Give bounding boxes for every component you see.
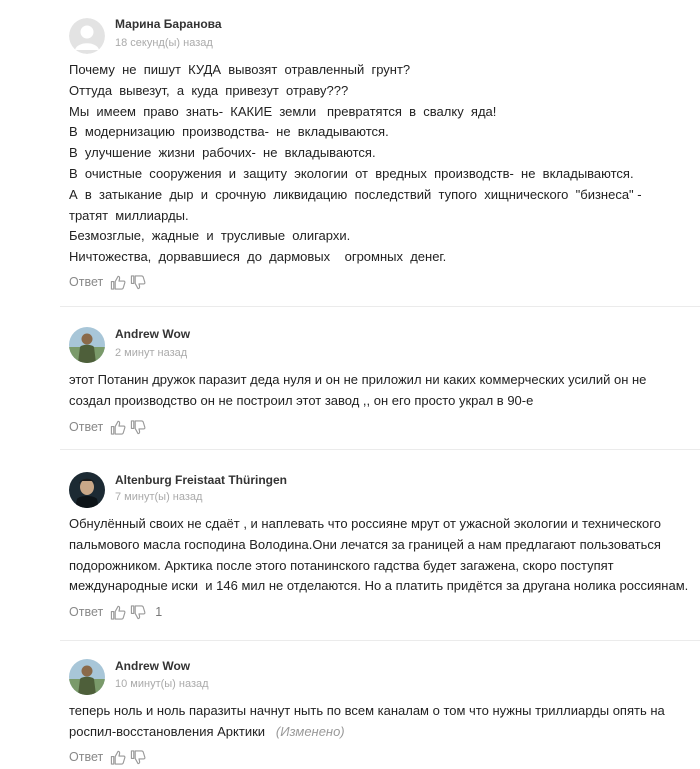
comment — [0, 307, 700, 449]
default-user-icon — [69, 18, 105, 54]
comment-line: теперь ноль и ноль паразиты начнут ныть по всем каналам о том что нужны триллиарды опять на — [69, 703, 665, 718]
comment-actions — [69, 273, 155, 291]
avatar[interactable] — [69, 327, 105, 363]
thumbs-down-icon[interactable] — [130, 274, 147, 291]
comment-line: Оттуда вывезут, а куда привезут отраву??? — [69, 82, 349, 98]
thumbs-up-icon[interactable] — [110, 749, 127, 766]
comment-author[interactable]: Andrew Wow — [115, 659, 191, 673]
comment — [0, 450, 700, 640]
thumbs-down-icon[interactable] — [130, 604, 147, 621]
comment-actions — [69, 603, 162, 621]
comment-line: Ничтожества, дорвавшиеся до дармовых огромных денег. — [69, 249, 447, 265]
comment-actions — [69, 748, 155, 766]
comment-line: В очистные сооружения и защиту экологии от вредных производств- не вкладываются. — [69, 165, 634, 181]
comment-line-text: роспил-восстановления Арктики — [69, 723, 266, 739]
reply-button[interactable]: Ответ — [69, 420, 104, 434]
comment-time: 2 минут назад — [115, 347, 188, 359]
comment-text — [69, 514, 694, 597]
reply-button[interactable]: Ответ — [69, 275, 104, 289]
edited-label: (Изменено) — [275, 723, 345, 739]
like-count: 1 — [155, 605, 163, 619]
comment-line: международные иски и 146 мил не отделаются. Но а платить придётся за другана нолика россиянам. — [69, 578, 689, 594]
thumbs-down-icon[interactable] — [130, 749, 147, 766]
thumbs-down-icon[interactable] — [130, 419, 147, 436]
thumbs-up-icon[interactable] — [110, 419, 127, 436]
comment-line: Почему не пишут КУДА вывозят отравленный грунт? — [69, 62, 411, 77]
comment-line: этот Потанин дружок паразит деда нуля и он не приложил ни каких коммерческих усилий он не — [69, 372, 647, 387]
comment-line: А в затыкание дыр и срочную ликвидацию последствий тупого хищнического "бизнеса" - — [69, 186, 642, 202]
comment-line: Мы имеем право знать- КАКИЕ земли превратятся в свалку яда! — [69, 103, 497, 119]
comment-time: 10 минут(ы) назад — [115, 678, 209, 690]
comment — [0, 641, 700, 769]
comment-actions — [69, 418, 155, 436]
comment-text — [69, 701, 694, 743]
comment — [0, 0, 700, 306]
comment-line — [69, 722, 694, 743]
comment-line: Обнулённый своих не сдаёт , и наплевать что россияне мрут от ужасной экологии и технического — [69, 516, 661, 531]
avatar[interactable] — [69, 18, 105, 54]
comment-line: тратят миллиарды. — [69, 207, 189, 223]
reply-button[interactable]: Ответ — [69, 605, 104, 619]
thumbs-up-icon[interactable] — [110, 274, 127, 291]
comment-text — [69, 60, 694, 268]
user-photo-icon — [69, 472, 105, 508]
user-photo-icon — [69, 327, 105, 363]
comment-line: создал производство он не построил этот завод ,, он его просто украл в 90-е — [69, 392, 534, 408]
comment-line: Безмозглые, жадные и трусливые олигархи. — [69, 228, 351, 244]
comment-author[interactable]: Andrew Wow — [115, 327, 191, 341]
reply-button[interactable]: Ответ — [69, 750, 104, 764]
avatar[interactable] — [69, 659, 105, 695]
comment-author[interactable]: Altenburg Freistaat Thüringen — [115, 473, 288, 487]
comment-text — [69, 370, 694, 412]
comment-line: подорожником. Арктика после этого потанинского гадства будет загажена, скоро поступят — [69, 557, 614, 573]
comment-author[interactable]: Марина Баранова — [115, 17, 222, 31]
avatar[interactable] — [69, 472, 105, 508]
comment-time: 7 минут(ы) назад — [115, 491, 203, 503]
comment-time: 18 секунд(ы) назад — [115, 37, 213, 49]
thumbs-up-icon[interactable] — [110, 604, 127, 621]
comment-line: В улучшение жизни рабочих- не вкладываются. — [69, 145, 376, 161]
user-photo-icon — [69, 659, 105, 695]
comment-line: пальмового масла господина Володина.Они лечатся за границей а нам предлагают пользоваться — [69, 536, 661, 552]
comment-line: В модернизацию производства- не вкладываются. — [69, 124, 389, 140]
